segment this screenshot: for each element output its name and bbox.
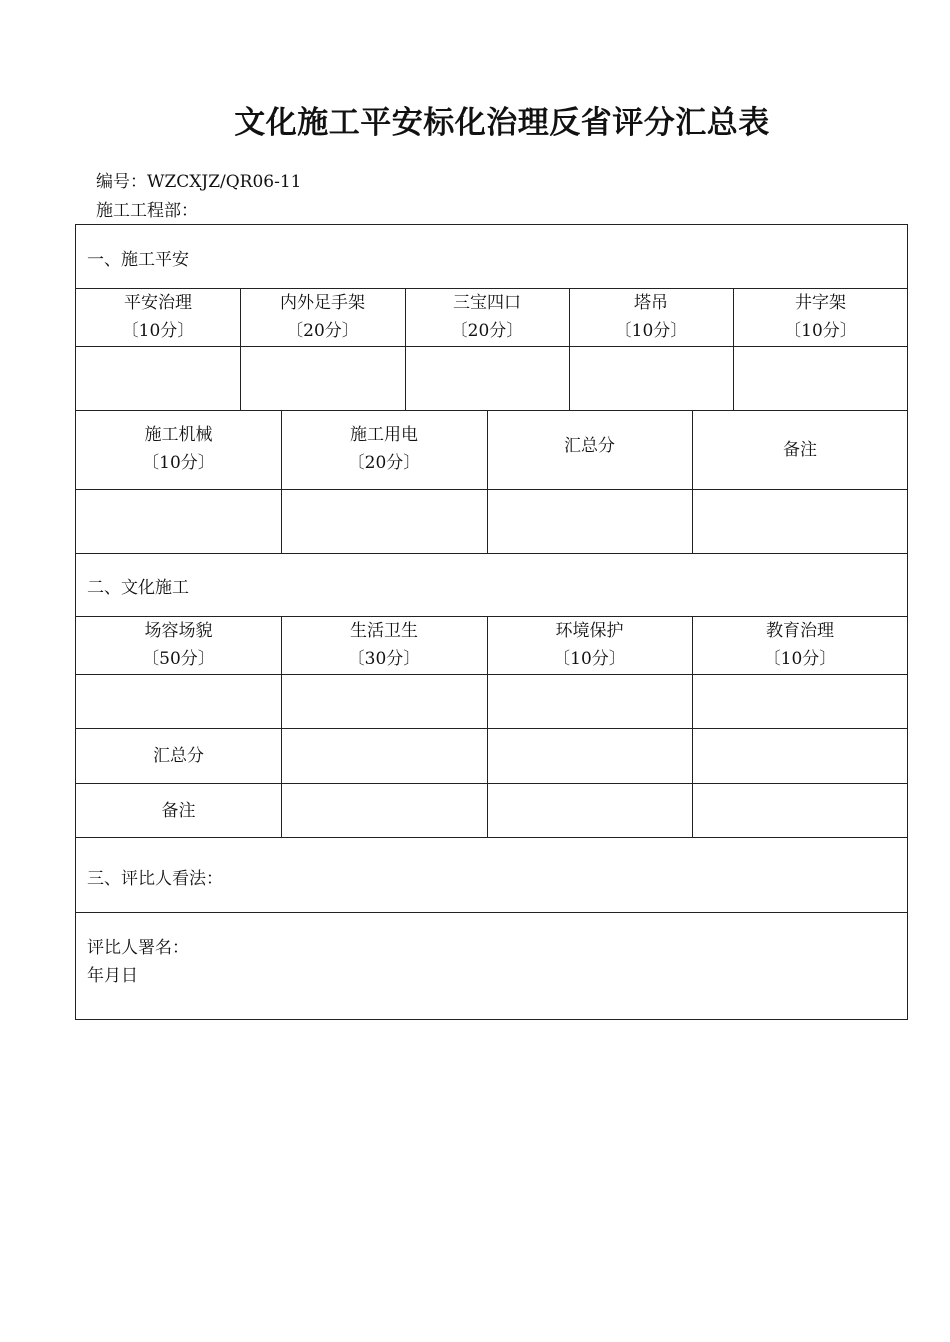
category-name: 施工机械: [144, 425, 213, 445]
evaluation-form-table: [75, 224, 908, 1020]
category-name: 环境保护: [555, 621, 624, 641]
category-name: 平安治理: [124, 293, 192, 313]
category-name: 塔吊: [634, 293, 668, 313]
category-score: 〔10分〕: [614, 321, 688, 341]
score-input-cell[interactable]: [487, 675, 692, 728]
score-input-cell[interactable]: [240, 347, 405, 410]
header-tower-crane: [569, 289, 733, 345]
header-construction-machinery: [76, 421, 281, 477]
total-input-cell[interactable]: [487, 490, 692, 553]
remarks-input-cell[interactable]: [281, 784, 487, 837]
category-name: 汇总分: [564, 436, 615, 456]
remarks-input-cell[interactable]: [692, 784, 908, 837]
section-heading-construction-safety: 一、施工平安: [87, 250, 189, 270]
category-score: 〔20分〕: [347, 453, 421, 473]
category-score: 〔10分〕: [142, 453, 215, 473]
header-scaffolding: [240, 289, 405, 345]
remarks-input-cell[interactable]: [692, 490, 908, 553]
category-name: 场容场貌: [144, 621, 213, 641]
category-score: 〔10分〕: [121, 321, 195, 341]
evaluator-signature-label: 评比人署名：: [87, 938, 189, 958]
page-title: 文化施工平安标化治理反省评分汇总表: [234, 105, 770, 141]
category-score: 〔30分〕: [347, 649, 421, 669]
row-divider: [76, 912, 907, 913]
category-score: 〔20分〕: [286, 321, 359, 341]
total-input-cell[interactable]: [487, 729, 692, 783]
row-divider: [76, 837, 907, 838]
score-input-cell[interactable]: [76, 347, 240, 410]
category-score: 〔10分〕: [763, 649, 837, 669]
category-name: 内外足手架: [280, 293, 365, 313]
score-input-cell[interactable]: [733, 347, 908, 410]
score-input-cell[interactable]: [569, 347, 733, 410]
header-total-score: [487, 432, 692, 460]
score-input-cell[interactable]: [281, 675, 487, 728]
score-input-cell[interactable]: [692, 675, 908, 728]
header-derrick-frame: [733, 289, 908, 345]
category-name: 备注: [783, 440, 817, 460]
section-heading-civilized-construction: 二、文化施工: [87, 578, 189, 598]
category-name: 井字架: [795, 293, 846, 313]
category-score: 〔20分〕: [450, 321, 524, 341]
form-code: 编号：WZCXJZ/QR06-11: [96, 172, 302, 192]
header-remarks: [692, 436, 908, 464]
total-input-cell[interactable]: [692, 729, 908, 783]
row-divider: [76, 553, 907, 554]
department-label: 施工工程部：: [96, 201, 198, 221]
score-input-cell[interactable]: [405, 347, 569, 410]
score-input-cell[interactable]: [76, 490, 281, 553]
score-input-cell[interactable]: [76, 675, 281, 728]
category-name: 教育治理: [766, 621, 834, 641]
header-three-treasures-four-openings: [405, 289, 569, 345]
header-environmental-protection: [487, 617, 692, 673]
remarks-input-cell[interactable]: [487, 784, 692, 837]
header-education-management: [692, 617, 908, 673]
header-construction-electricity: [281, 421, 487, 477]
section-heading-evaluator-opinion: 三、评比人看法：: [87, 869, 223, 889]
row-label-total-score: 汇总分: [153, 746, 204, 766]
evaluation-date-label: 年月日: [87, 966, 138, 986]
category-name: 施工用电: [350, 425, 418, 445]
total-input-cell[interactable]: [281, 729, 487, 783]
category-score: 〔50分〕: [142, 649, 215, 669]
header-living-hygiene: [281, 617, 487, 673]
header-safety-management: [76, 289, 240, 345]
category-score: 〔10分〕: [553, 649, 626, 669]
row-label-remarks: 备注: [161, 801, 196, 821]
row-divider: [76, 410, 907, 411]
category-name: 生活卫生: [350, 621, 418, 641]
category-name: 三宝四口: [453, 293, 521, 313]
score-input-cell[interactable]: [281, 490, 487, 553]
header-site-appearance: [76, 617, 281, 673]
category-score: 〔10分〕: [784, 321, 857, 341]
